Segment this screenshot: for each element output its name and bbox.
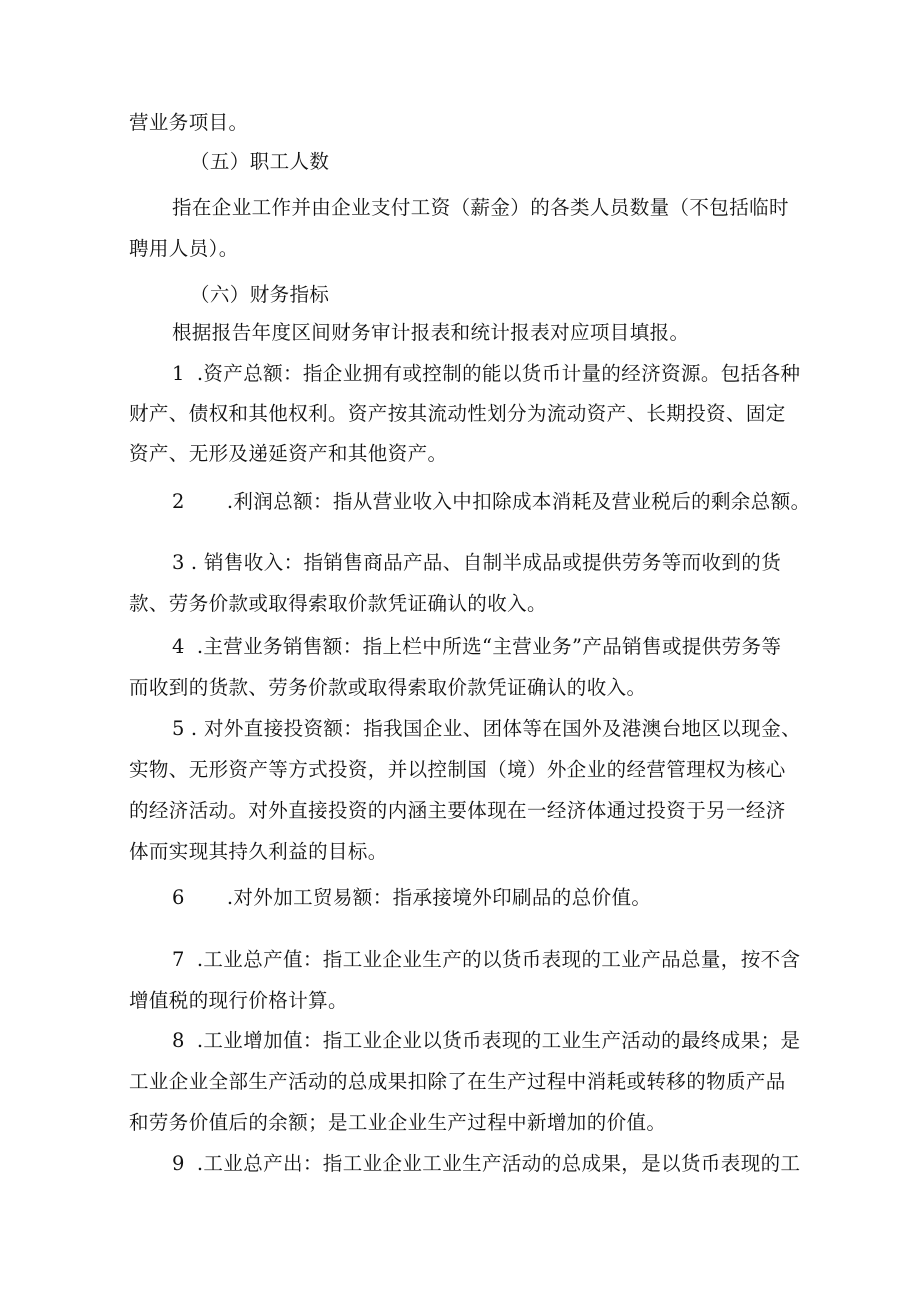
list-item: [172, 1027, 800, 1055]
text-line: 增值税的现行价格计算。: [129, 989, 348, 1012]
list-item: [172, 946, 800, 974]
text-line: 而收到的货款、劳务价款或取得索取价款凭证确认的收入。: [129, 676, 647, 699]
item-number: 8: [172, 1029, 185, 1052]
item-number: 7: [172, 948, 185, 971]
text-line: 资产、无形及递延资产和其他资产。: [129, 442, 448, 465]
text-line: 根据报告年度区间财务审计报表和统计报表对应项目填报。: [172, 321, 690, 344]
item-number: 1: [172, 362, 185, 385]
item-number: 9: [172, 1152, 185, 1175]
section-heading: （六）财务指标: [190, 283, 330, 306]
text-line: 聘用人员）。: [129, 237, 239, 260]
text-line: 指在企业工作并由企业支付工资（薪金）的各类人员数量（不包括临时: [172, 196, 789, 219]
item-number: 4: [172, 635, 185, 658]
list-item: [172, 549, 781, 577]
item-text: .工业总产出：指工业企业工业生产活动的总成果，是以货币表现的工: [196, 1152, 801, 1175]
text-line: 体而实现其持久利益的目标。: [129, 840, 388, 863]
text-line: 的经济活动。对外直接投资的内涵主要体现在一经济体通过投资于另一经济: [129, 799, 786, 822]
text-line: 实物、无形资产等方式投资，并以控制国（境）外企业的经营管理权为核心: [129, 758, 786, 781]
item-text: .资产总额：指企业拥有或控制的能以货币计量的经济资源。包括各种: [196, 362, 801, 385]
item-text: .主营业务销售额：指上栏中所选“主营业务”产品销售或提供劳务等: [196, 635, 782, 658]
item-number: 5: [172, 717, 185, 740]
list-item: [172, 715, 801, 743]
item-number: 6: [172, 886, 185, 909]
list-item: [172, 360, 800, 388]
section-heading: （五）职工人数: [190, 150, 330, 173]
text-line: 财产、债权和其他权利。资产按其流动性划分为流动资产、长期投资、固定: [129, 402, 786, 425]
item-text: . 销售收入：指销售商品产品、自制半成品或提供劳务等而收到的货: [190, 551, 782, 574]
item-text: .利润总额：指从营业收入中扣除成本消耗及营业税后的剩余总额。: [226, 490, 811, 513]
text-line: 和劳务价值后的余额；是工业企业生产过程中新增加的价值。: [129, 1111, 667, 1134]
text-line: 工业企业全部生产活动的总成果扣除了在生产过程中消耗或转移的物质产品: [129, 1070, 786, 1093]
list-item: [172, 633, 781, 661]
list-item: [172, 884, 651, 912]
item-number: 2: [172, 490, 185, 513]
text-line: 款、劳务价款或取得索取价款凭证确认的收入。: [129, 592, 547, 615]
item-number: 3: [172, 551, 185, 574]
item-text: .对外加工贸易额：指承接境外印刷品的总价值。: [226, 886, 652, 909]
item-text: .工业总产值：指工业企业生产的以货币表现的工业产品总量，按不含: [196, 948, 801, 971]
list-item: [172, 1150, 800, 1178]
item-text: .工业增加值：指工业企业以货币表现的工业生产活动的最终成果；是: [196, 1029, 801, 1052]
text-line: 营业务项目。: [129, 111, 249, 134]
item-text: . 对外直接投资额：指我国企业、团体等在国外及港澳台地区以现金、: [190, 717, 802, 740]
list-item: [172, 488, 811, 516]
